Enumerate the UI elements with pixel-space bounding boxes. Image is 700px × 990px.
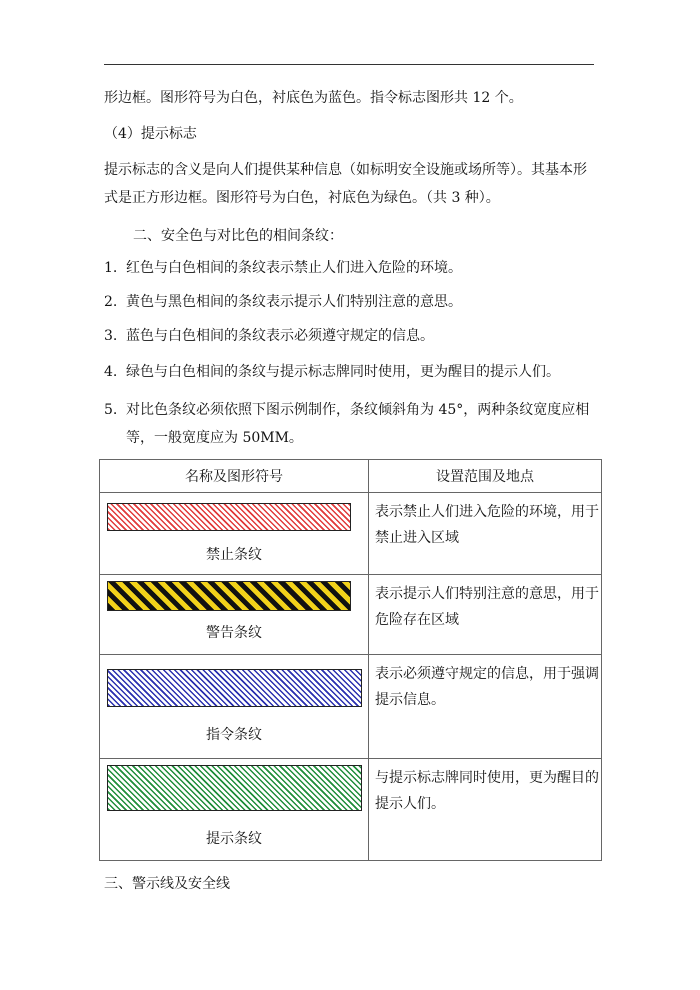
list-item-number: 1.	[104, 260, 118, 276]
stripe-sample-cell	[100, 759, 369, 861]
section-heading-stripes: 二、安全色与对比色的相间条纹：	[133, 228, 343, 244]
list-item-continuation: 等，一般宽度应为 50MM。	[126, 430, 303, 446]
section-heading-warning-lines: 三、警示线及安全线	[104, 876, 230, 892]
stripe-description-line2: 提示信息。	[375, 692, 445, 708]
stripe-sample-cell	[100, 655, 369, 759]
stripe-name: 禁止条纹	[206, 547, 262, 563]
paragraph-prompt-signs-line1: 提示标志的含义是向人们提供某种信息（如标明安全设施或场所等）。其基本形	[104, 162, 587, 178]
list-item	[104, 362, 560, 382]
paragraph-prompt-signs-line2: 式是正方形边框。图形符号为白色，衬底色为绿色。（共 3 种）。	[104, 190, 500, 206]
stripe-name: 指令条纹	[206, 727, 262, 743]
list-item-text: 绿色与白色相间的条纹与提示标志牌同时使用，更为醒目的提示人们。	[126, 364, 560, 380]
stripe-description-line2: 危险存在区域	[375, 612, 459, 628]
table-header-location: 设置范围及地点	[369, 460, 602, 493]
list-item-number: 3.	[104, 328, 118, 344]
stripe-description	[369, 493, 602, 575]
stripe-description-line1: 表示必须遵守规定的信息，用于强调	[375, 666, 599, 682]
stripe-description	[369, 575, 602, 655]
stripe-description-line1: 表示提示人们特别注意的意思，用于	[375, 586, 599, 602]
stripe-name: 警告条纹	[206, 625, 262, 641]
list-item	[104, 326, 434, 346]
stripe-sample-cell	[100, 575, 369, 655]
table-row	[100, 575, 602, 655]
list-item	[104, 400, 589, 420]
list-item-number: 5.	[104, 402, 118, 418]
prompt-stripe-bar	[107, 765, 362, 811]
table-row	[100, 655, 602, 759]
prohibition-stripe-bar	[107, 503, 351, 531]
stripe-description-line1: 表示禁止人们进入危险的环境，用于	[375, 504, 599, 520]
list-item-text: 对比色条纹必须依照下图示例制作，条纹倾斜角为 45°，两种条纹宽度应相	[126, 402, 590, 418]
stripe-description	[369, 655, 602, 759]
stripe-description-line2: 禁止进入区域	[375, 530, 459, 546]
warning-stripe-bar	[107, 581, 351, 611]
list-item	[104, 258, 462, 278]
stripe-description-line2: 提示人们。	[375, 796, 445, 812]
table-row	[100, 493, 602, 575]
instruction-stripe-bar	[107, 669, 362, 707]
stripe-name: 提示条纹	[206, 831, 262, 847]
table-header-row	[100, 460, 602, 493]
heading-prompt-signs: （4）提示标志	[104, 126, 197, 142]
stripes-table	[99, 459, 602, 861]
stripe-description-line1: 与提示标志牌同时使用，更为醒目的	[375, 770, 599, 786]
paragraph-instruction-signs: 形边框。图形符号为白色，衬底色为蓝色。指令标志图形共 12 个。	[104, 90, 523, 106]
list-item-number: 2.	[104, 294, 118, 310]
list-item-text: 蓝色与白色相间的条纹表示必须遵守规定的信息。	[126, 328, 434, 344]
list-item	[104, 292, 462, 312]
table-header-name: 名称及图形符号	[100, 460, 369, 493]
list-item-text: 黄色与黑色相间的条纹表示提示人们特别注意的意思。	[126, 294, 462, 310]
list-item-text: 红色与白色相间的条纹表示禁止人们进入危险的环境。	[126, 260, 462, 276]
list-item-number: 4.	[104, 364, 118, 380]
header-rule	[104, 64, 594, 65]
stripe-description	[369, 759, 602, 861]
stripe-sample-cell	[100, 493, 369, 575]
table-row	[100, 759, 602, 861]
